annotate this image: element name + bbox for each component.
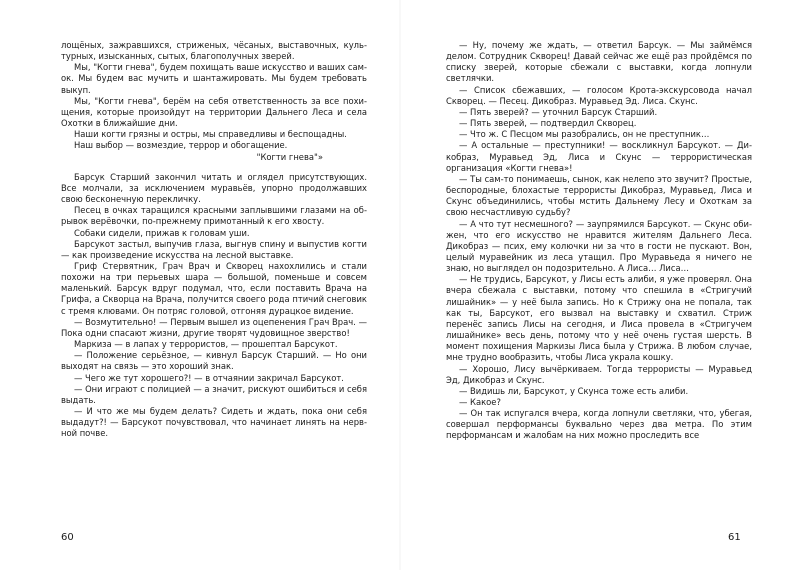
paragraph: Маркиза — в лапах у террористов, — прошептал Барсукот. bbox=[74, 339, 338, 350]
paragraph: — Положение серьёзное, — кивнул Барсук Старший. — Но они выходят на связь — это хороший знак. bbox=[61, 350, 367, 372]
paragraph: — Чего же тут хорошего?! — в отчаянии закричал Барсукот. bbox=[74, 372, 344, 383]
manifesto-signature: "Когти гнева"» bbox=[256, 151, 323, 162]
paragraph: лощёных, зажравшихся, стриженых, чёсаных, выставочных, культурных, изысканных, сытых, благополучных зверей. bbox=[61, 40, 367, 62]
paragraph: — Ты сам-то понимаешь, сынок, как нелепо это звучит? Простые, беспородные, блохастые террористы Дикобраз, Муравьед, Лиса и Скунс объединились, чтобы мстить Дальнему Лесу и Охоткам за свою несчастливую судьбу? bbox=[446, 173, 752, 218]
paragraph: Наш выбор — возмездие, террор и обогащение. bbox=[74, 140, 288, 151]
paragraph: Гриф Стервятник, Грач Врач и Скворец нахохлились и стали похожи на три перьевых шара — большой, поменьше и совсем маленький. Барсук вдруг подумал, что, если поставить Врача на Грифа, а Скворца на Врача, получится своего рода птичий снеговик с тремя клювами. Он потряс головой, отгоняя дурацкое видение. bbox=[61, 260, 367, 316]
right-page-text bbox=[446, 40, 752, 442]
paragraph: — Список сбежавших, — голосом Крота-экскурсовода начал Скворец. — Песец. Дикобраз. Муравьед Эд. Лиса. Скунс. bbox=[446, 84, 752, 106]
paragraph: — А остальные — преступники! — воскликнул Барсукот. — Дикобраз, Муравьед Эд, Лиса и Скунс — террористическая организация «Когти гнева»! bbox=[446, 140, 752, 173]
paragraph: Барсук Старший закончил читать и оглядел присутствующих. Все молчали, за исключением муравьёв, упорно продолжавших свою бесконечную перекличку. bbox=[61, 171, 367, 205]
paragraph: — Возмутительно! — Первым вышел из оцепенения Грач Врач. — Пока одни спасают жизни, другие творят чудовищное зверство! bbox=[61, 316, 367, 338]
paragraph: — Что ж. С Песцом мы разобрались, он не преступник… bbox=[459, 129, 710, 140]
paragraph: Мы, "Когти гнева", будем похищать ваше искусство и ваших самок. Мы будем вас мучить и шантажировать. Мы будем требовать выкуп. bbox=[61, 62, 367, 95]
page-number-left: 60 bbox=[61, 532, 74, 543]
paragraph: Наши когти грязны и остры, мы справедливы и беспощадны. bbox=[74, 129, 347, 140]
paragraph: Собаки сидели, прижав к головам уши. bbox=[74, 227, 250, 238]
paragraph: — Видишь ли, Барсукот, у Скунса тоже есть алиби. bbox=[459, 385, 689, 396]
paragraph: — Не трудись, Барсукот, у Лисы есть алиби, я уже проверял. Она вчера сбежала с выставки, потому что спешила в «Стригучий лишайник» — у неё была запись. Но к Стрижу она не попала, так как ты, Барсукот, его вызвал на выставку и схватил. Стриж перенёс запись Лисы на сегодня, и Лиса провела в «Стригучем лишайнике» весь день, потому что у неё очень густая шерсть. В момент похищения Маркизы Лиса была у Стрижа. В любом случае, мне трудно вообразить, чтобы Лиса украла кошку. bbox=[446, 274, 752, 363]
paragraph: — И что же мы будем делать? Сидеть и ждать, пока они себя выдадут?! — Барсукот почувствовал, что начинает линять на нервной почве. bbox=[61, 406, 367, 439]
paragraph: Песец в очках таращился красными заплывшими глазами на обрывок верёвочки, по-прежнему примотанный к его хвосту. bbox=[61, 205, 367, 227]
paragraph: — А что тут несмешного? — заупрямился Барсукот. — Скунс обижен, что его искусство не нравится жителям Дальнего Леса. Дикобраз — псих, ему колючки ни за что в гости не пускают. Вон, целый муравейник из леса утащил. Про Муравьеда я ничего не знаю, но выглядел он подозрительно. А Лиса… Лиса… bbox=[446, 218, 752, 274]
page-gutter bbox=[399, 0, 401, 570]
paragraph: Мы, "Когти гнева", берём на себя ответственность за все похищения, которые произойдут на территории Дальнего Леса и села Охотки в ближайшие дни. bbox=[61, 95, 367, 129]
paragraph: — Пять зверей? — уточнил Барсук Старший. bbox=[459, 106, 658, 117]
paragraph: — Какое? bbox=[459, 397, 501, 407]
paragraph: — Пять зверей, — подтвердил Скворец. bbox=[459, 118, 637, 129]
paragraph: — Он так испугался вчера, когда лопнули светляки, что, убегая, совершал перформансы буквально через два метра. По этим перформансам и жалобам на них можно проследить все bbox=[446, 408, 752, 441]
paragraph: — Ну, почему же ждать, — ответил Барсук. — Мы займёмся делом. Сотрудник Скворец! Давай сейчас же ещё раз пройдёмся по списку зверей, которые сбежали с выставки, когда лопнули светлячки. bbox=[446, 40, 752, 84]
paragraph: — Хорошо, Лису вычёркиваем. Тогда террористы — Муравьед Эд, Дикобраз и Скунс. bbox=[446, 363, 752, 385]
paragraph: — Они играют с полицией — а значит, рискуют ошибиться и себя выдать. bbox=[61, 383, 367, 405]
page-number-right: 61 bbox=[728, 532, 741, 543]
left-page-text bbox=[61, 40, 367, 439]
paragraph: Барсукот застыл, выпучив глаза, выгнув спину и выпустив когти — как произведение искусства на лесной выставке. bbox=[61, 238, 367, 260]
